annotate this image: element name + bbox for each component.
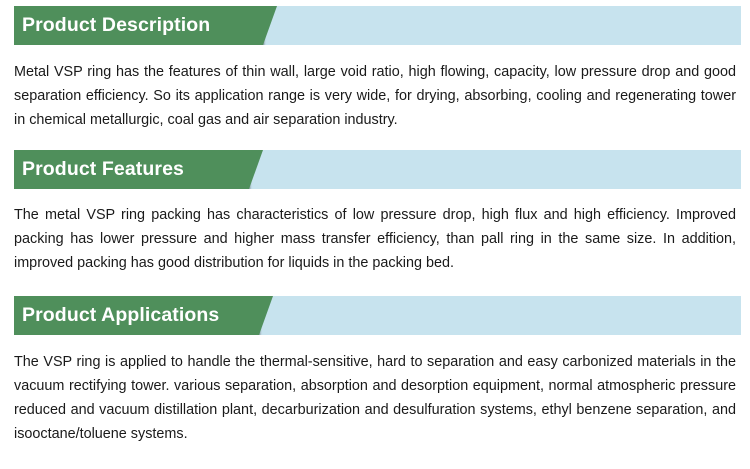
section-header-tab	[14, 296, 259, 335]
section-body-text: The metal VSP ring packing has characteristics of low pressure drop, high flux and high efficiency. Improved packing has lower pressure and higher mass transfer efficiency, than pall ring in the same size. In addition, improved packing has good distribution for liquids in the packing bed.	[14, 207, 736, 271]
section-body-text: The VSP ring is applied to handle the thermal-sensitive, hard to separation and easy carbonized materials in the vacuum rectifying tower. various separation, absorption and desorption equipment, normal atmospheric pressure reduced and vacuum distillation plant, decarburization and desulfuration systems, ethyl benzene separation, and isooctane/toluene systems.	[14, 354, 736, 442]
section-header-bar	[14, 296, 741, 335]
section-body-text: Metal VSP ring has the features of thin wall, large void ratio, high flowing, capacity, low pressure drop and good separation efficiency. So its application range is very wide, for drying, absorbing, cooling and regenerating tower in chemical metallurgic, coal gas and air separation industry.	[14, 64, 736, 128]
section-header-tab	[14, 6, 263, 45]
section-title: Product Description	[22, 14, 211, 36]
section-header-tab	[14, 150, 249, 189]
section-title: Product Applications	[22, 304, 220, 326]
section-header-bar	[14, 150, 741, 189]
section-header-bar	[14, 6, 741, 45]
section-title: Product Features	[22, 158, 184, 180]
